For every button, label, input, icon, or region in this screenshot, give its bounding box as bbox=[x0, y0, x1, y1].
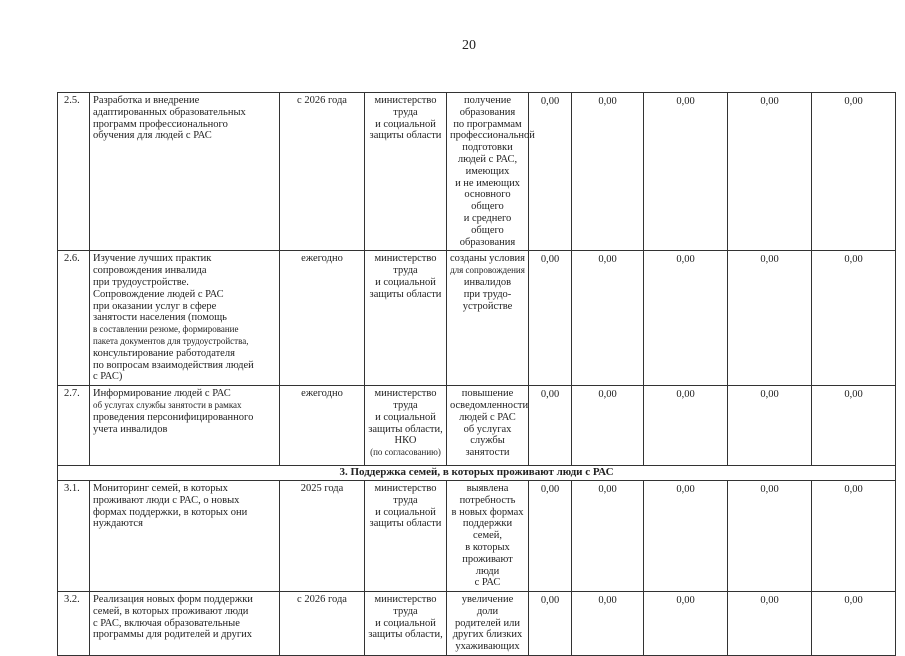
measure-name: Разработка и внедрение адаптированных образовательных программ профессионального обучения для людей с РАС bbox=[90, 93, 280, 251]
value-cell: 0,00 bbox=[529, 592, 572, 656]
row-number: 2.6. bbox=[58, 251, 90, 386]
value-cell: 0,00 bbox=[572, 592, 644, 656]
executor: министерство труда и социальной защиты области, НКО (по согласованию) bbox=[365, 386, 447, 466]
value-cell: 0,00 bbox=[529, 93, 572, 251]
term: 2025 года bbox=[280, 480, 365, 591]
measures-table bbox=[57, 92, 896, 656]
term: ежегодно bbox=[280, 251, 365, 386]
expected-result: получение образования по программам профессиональной подготовки людей с РАС, имеющих и не имеющих основного общего и среднего общего образования bbox=[447, 93, 529, 251]
section-header-row bbox=[58, 466, 896, 481]
expected-result: увеличение доли родителей или других близких ухаживающих bbox=[447, 592, 529, 656]
value-cell: 0,00 bbox=[644, 592, 728, 656]
value-cell: 0,00 bbox=[728, 386, 812, 466]
measure-name: Информирование людей с РАС об услугах службы занятости в рамках проведения персонифицированного учета инвалидов bbox=[90, 386, 280, 466]
table-row bbox=[58, 386, 896, 466]
value-cell: 0,00 bbox=[644, 251, 728, 386]
table-row bbox=[58, 480, 896, 591]
value-cell: 0,00 bbox=[812, 386, 896, 466]
executor: министерство труда и социальной защиты области, bbox=[365, 592, 447, 656]
expected-result: созданы условия для сопровождения инвалидов при трудо- устройстве bbox=[447, 251, 529, 386]
value-cell: 0,00 bbox=[644, 480, 728, 591]
value-cell: 0,00 bbox=[572, 251, 644, 386]
value-cell: 0,00 bbox=[572, 480, 644, 591]
page-number: 20 bbox=[462, 38, 476, 53]
executor: министерство труда и социальной защиты области bbox=[365, 480, 447, 591]
term: с 2026 года bbox=[280, 93, 365, 251]
value-cell: 0,00 bbox=[572, 386, 644, 466]
row-number: 3.1. bbox=[58, 480, 90, 591]
expected-result: выявлена потребность в новых формах поддержки семей, в которых проживают люди с РАС bbox=[447, 480, 529, 591]
value-cell: 0,00 bbox=[572, 93, 644, 251]
measure-name: Реализация новых форм поддержки семей, в которых проживают люди с РАС, включая образовательные программы для родителей и других bbox=[90, 592, 280, 656]
value-cell: 0,00 bbox=[644, 386, 728, 466]
table-row bbox=[58, 592, 896, 656]
section-title: 3. Поддержка семей, в которых проживают люди с РАС bbox=[58, 466, 896, 481]
value-cell: 0,00 bbox=[812, 480, 896, 591]
executor: министерство труда и социальной защиты области bbox=[365, 93, 447, 251]
value-cell: 0,00 bbox=[728, 251, 812, 386]
row-number: 3.2. bbox=[58, 592, 90, 656]
value-cell: 0,00 bbox=[728, 592, 812, 656]
measure-name: Мониторинг семей, в которых проживают люди с РАС, о новых формах поддержки, в которых они нуждаются bbox=[90, 480, 280, 591]
value-cell: 0,00 bbox=[812, 251, 896, 386]
term: с 2026 года bbox=[280, 592, 365, 656]
row-number: 2.7. bbox=[58, 386, 90, 466]
value-cell: 0,00 bbox=[529, 386, 572, 466]
row-number: 2.5. bbox=[58, 93, 90, 251]
value-cell: 0,00 bbox=[812, 592, 896, 656]
measure-name: Изучение лучших практик сопровождения инвалида при трудоустройстве. Сопровождение людей с РАС при оказании услуг в сфере занятости населения (помощь в составлении резюме, формирование пакета документов для трудоустройства, консультирование работодателя по вопросам взаимодействия людей с РАС) bbox=[90, 251, 280, 386]
value-cell: 0,00 bbox=[644, 93, 728, 251]
table-row bbox=[58, 93, 896, 251]
value-cell: 0,00 bbox=[529, 251, 572, 386]
term: ежегодно bbox=[280, 386, 365, 466]
executor: министерство труда и социальной защиты области bbox=[365, 251, 447, 386]
value-cell: 0,00 bbox=[728, 480, 812, 591]
table-row bbox=[58, 251, 896, 386]
expected-result: повышение осведомленности людей с РАС об услугах службы занятости bbox=[447, 386, 529, 466]
value-cell: 0,00 bbox=[529, 480, 572, 591]
value-cell: 0,00 bbox=[728, 93, 812, 251]
value-cell: 0,00 bbox=[812, 93, 896, 251]
